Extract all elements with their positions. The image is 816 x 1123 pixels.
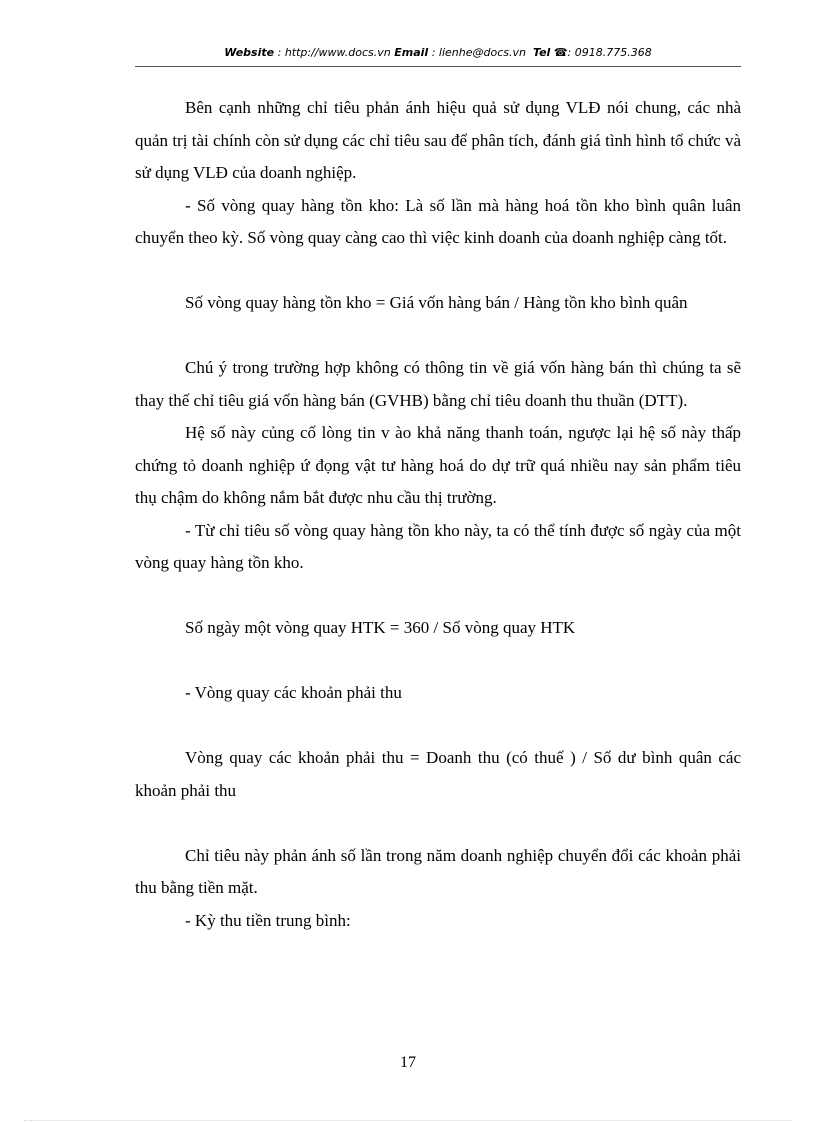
email-label: Email [394,46,429,59]
page-number: 17 [400,1054,416,1071]
formula-inventory-turnover: Số vòng quay hàng tồn kho = Giá vốn hàng bán / Hàng tồn kho bình quân [185,293,688,312]
paragraph-note: Chú ý trong trường hợp không có thông tin về giá vốn hàng bán thì chúng ta sẽ thay thế chỉ tiêu giá vốn hàng bán (GVHB) bằng chỉ tiêu doanh thu thuần (DTT). [135,358,741,410]
tel-label: Tel [532,46,551,59]
formula-receivables-turnover: Vòng quay các khoản phải thu = Doanh thu (có thuế ) / Số dư bình quân các khoản phải thu [135,748,741,800]
formula-days-per-turn: Số ngày một vòng quay HTK = 360 / Số vòng quay HTK [185,618,576,637]
paragraph-collection-period: - Kỳ thu tiền trung bình: [185,910,351,930]
website-url[interactable]: http://www.docs.vn [284,46,391,59]
paragraph-coefficient: Hệ số này củng cố lòng tin v ào khả năng thanh toán, ngược lại hệ số này thấp chứng tỏ doanh nghiệp ứ đọng vật tư hàng hoá do dự trữ quá nhiều nay sản phẩm tiêu thụ chậm do không nắm bắt được nhu cầu thị trường. [135,423,741,507]
paragraph-receivables-heading: - Vòng quay các khoản phải thu [185,683,402,702]
paragraph-receivables-explain: Chỉ tiêu này phản ánh số lần trong năm doanh nghiệp chuyển đổi các khoản phải thu bằng tiền mặt. [135,845,741,897]
paragraph-days-intro: - Từ chỉ tiêu số vòng quay hàng tồn kho này, ta có thể tính được số ngày của một vòng quay hàng tồn kho. [135,520,741,572]
paragraph-inventory-turnover: - Số vòng quay hàng tồn kho: Là số lần mà hàng hoá tồn kho bình quân luân chuyển theo kỳ. Số vòng quay càng cao thì việc kinh doanh của doanh nghiệp càng tốt. [135,195,741,247]
header-divider [135,66,741,67]
website-separator: : [274,46,285,59]
page-header [135,46,741,59]
document-body [135,92,741,937]
paragraph-intro: Bên cạnh những chỉ tiêu phản ánh hiệu quả sử dụng VLĐ nói chung, các nhà quản trị tài chính còn sử dụng các chỉ tiêu sau để phân tích, đánh giá tình hình tổ chức và sử dụng VLĐ của doanh nghiệp. [135,98,741,182]
website-label: Website [224,46,275,59]
page-bottom-border [24,1120,792,1121]
tel-number: : 0918.775.368 [567,46,652,59]
email-address[interactable]: lienhe@docs.vn [438,46,526,59]
telephone-icon: ☎ [553,46,568,59]
email-separator: : [428,46,439,59]
